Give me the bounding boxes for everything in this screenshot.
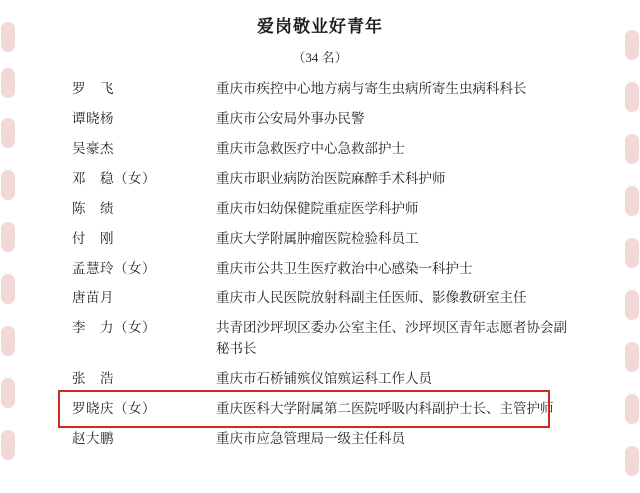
page-title: 爱岗敬业好青年	[257, 17, 383, 36]
table-row	[60, 424, 580, 454]
honoree-description: 重庆市公共卫生医疗救治中心感染一科护士	[216, 260, 473, 276]
honoree-description: 重庆市应急管理局一级主任科员	[216, 431, 405, 447]
honoree-name: 唐苗月	[72, 290, 114, 306]
honoree-name: 邓 稳（女）	[72, 170, 156, 186]
table-row	[60, 364, 580, 394]
table-row	[60, 254, 580, 284]
honoree-description: 重庆市人民医院放射科副主任医师、影像教研室主任	[216, 290, 527, 306]
honoree-name: 赵大鹏	[72, 431, 114, 447]
honoree-description: 重庆市石桥铺殡仪馆殡运科工作人员	[216, 371, 432, 387]
table-row	[60, 134, 580, 164]
table-row	[60, 164, 580, 194]
page-subtitle: （34 名）	[292, 50, 348, 65]
honoree-description: 重庆市妇幼保健院重症医学科护师	[216, 200, 419, 216]
table-row	[60, 283, 580, 313]
honoree-name: 李 力（女）	[72, 320, 156, 336]
table-row	[60, 313, 580, 364]
honoree-name: 罗晓庆（女）	[72, 401, 156, 417]
honoree-description: 重庆市急救医疗中心急救部护士	[216, 140, 405, 156]
honoree-name: 孟慧玲（女）	[72, 260, 156, 276]
honoree-name: 罗 飞	[72, 81, 114, 96]
table-row	[60, 104, 580, 134]
honoree-name: 付 刚	[72, 230, 114, 246]
honoree-table	[60, 74, 580, 454]
torn-edge-left-decoration	[0, 0, 22, 493]
honoree-description: 重庆大学附属肿瘤医院检验科员工	[216, 230, 419, 246]
honoree-name: 张 浩	[72, 371, 114, 387]
torn-edge-right-decoration	[618, 0, 640, 493]
honoree-description: 重庆医科大学附属第二医院呼吸内科副护士长、主管护师	[216, 401, 554, 417]
honoree-name: 谭晓杨	[72, 110, 114, 126]
table-row	[60, 224, 580, 254]
honoree-description: 重庆市职业病防治医院麻醉手术科护师	[216, 170, 446, 186]
honoree-description: 重庆市公安局外事办民警	[216, 110, 365, 126]
honoree-name: 陈 绩	[72, 200, 114, 216]
honoree-name: 吴豪杰	[72, 140, 114, 156]
honoree-description: 重庆市疾控中心地方病与寄生虫病所寄生虫病科科长	[216, 81, 527, 96]
table-row	[60, 194, 580, 224]
table-row	[60, 74, 580, 104]
honoree-description: 共青团沙坪坝区委办公室主任、沙坪坝区青年志愿者协会副秘书长	[216, 320, 567, 357]
table-row-highlighted	[60, 394, 580, 424]
